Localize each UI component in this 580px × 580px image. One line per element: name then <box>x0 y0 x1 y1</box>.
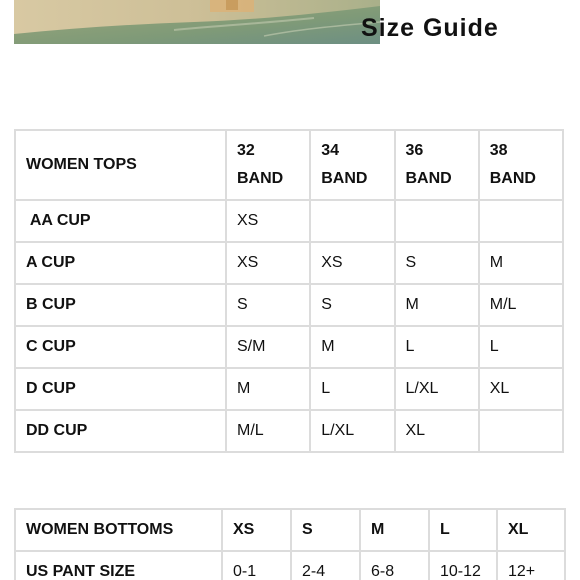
size-cell: M <box>395 284 479 326</box>
size-cell: M <box>479 242 563 284</box>
size-cell: L/XL <box>310 410 394 452</box>
size-cell: XS <box>226 242 310 284</box>
table-row <box>15 284 563 326</box>
band-column-header <box>395 130 479 200</box>
size-column-header: L <box>429 509 497 551</box>
band-column-header <box>226 130 310 200</box>
size-column-header: XS <box>222 509 291 551</box>
size-cell: L <box>310 368 394 410</box>
table-row <box>15 410 563 452</box>
cup-label: B CUP <box>15 284 226 326</box>
band-column-header <box>479 130 563 200</box>
cup-label: AA CUP <box>15 200 226 242</box>
band-unit: BAND <box>405 170 452 187</box>
size-column-header: XL <box>497 509 565 551</box>
size-cell: M <box>226 368 310 410</box>
table-row <box>15 200 563 242</box>
cup-label: A CUP <box>15 242 226 284</box>
table-header-row <box>15 509 565 551</box>
band-unit: BAND <box>321 170 368 187</box>
band-size: 32 <box>237 142 255 159</box>
size-cell: S <box>395 242 479 284</box>
size-cell: XS <box>226 200 310 242</box>
size-cell: M/L <box>479 284 563 326</box>
table-row <box>15 242 563 284</box>
size-cell: L <box>479 326 563 368</box>
size-column-header: M <box>360 509 429 551</box>
hero-photo <box>14 0 380 44</box>
pant-size-label: US PANT SIZE <box>15 551 222 580</box>
band-unit: BAND <box>237 170 284 187</box>
cup-label: DD CUP <box>15 410 226 452</box>
size-cell: 6-8 <box>360 551 429 580</box>
size-cell: 2-4 <box>291 551 360 580</box>
women-tops-table <box>14 129 564 453</box>
size-cell <box>479 200 563 242</box>
size-cell <box>395 200 479 242</box>
band-column-header <box>310 130 394 200</box>
size-cell: XL <box>395 410 479 452</box>
table-row <box>15 326 563 368</box>
cup-label: D CUP <box>15 368 226 410</box>
size-cell <box>310 200 394 242</box>
band-size: 38 <box>489 142 508 159</box>
size-cell: 10-12 <box>429 551 497 580</box>
size-cell: XS <box>310 242 394 284</box>
band-size: 36 <box>405 142 424 159</box>
size-cell: L <box>395 326 479 368</box>
size-cell: S <box>310 284 394 326</box>
size-cell: 0-1 <box>222 551 291 580</box>
band-size: 34 <box>321 142 340 159</box>
table-row <box>15 368 563 410</box>
table-header-row <box>15 130 563 200</box>
page-title: Size Guide <box>361 14 499 42</box>
size-cell: M/L <box>226 410 310 452</box>
size-cell: S/M <box>226 326 310 368</box>
size-cell: S <box>226 284 310 326</box>
size-cell: 12+ <box>497 551 565 580</box>
women-bottoms-table <box>14 508 566 580</box>
table-corner-cell: WOMEN TOPS <box>15 130 226 200</box>
size-cell <box>479 410 563 452</box>
band-unit: BAND <box>489 170 536 187</box>
size-cell: XL <box>479 368 563 410</box>
size-cell: L/XL <box>395 368 479 410</box>
size-cell: M <box>310 326 394 368</box>
size-column-header: S <box>291 509 360 551</box>
table-corner-cell: WOMEN BOTTOMS <box>15 509 222 551</box>
table-row <box>15 551 565 580</box>
cup-label: C CUP <box>15 326 226 368</box>
